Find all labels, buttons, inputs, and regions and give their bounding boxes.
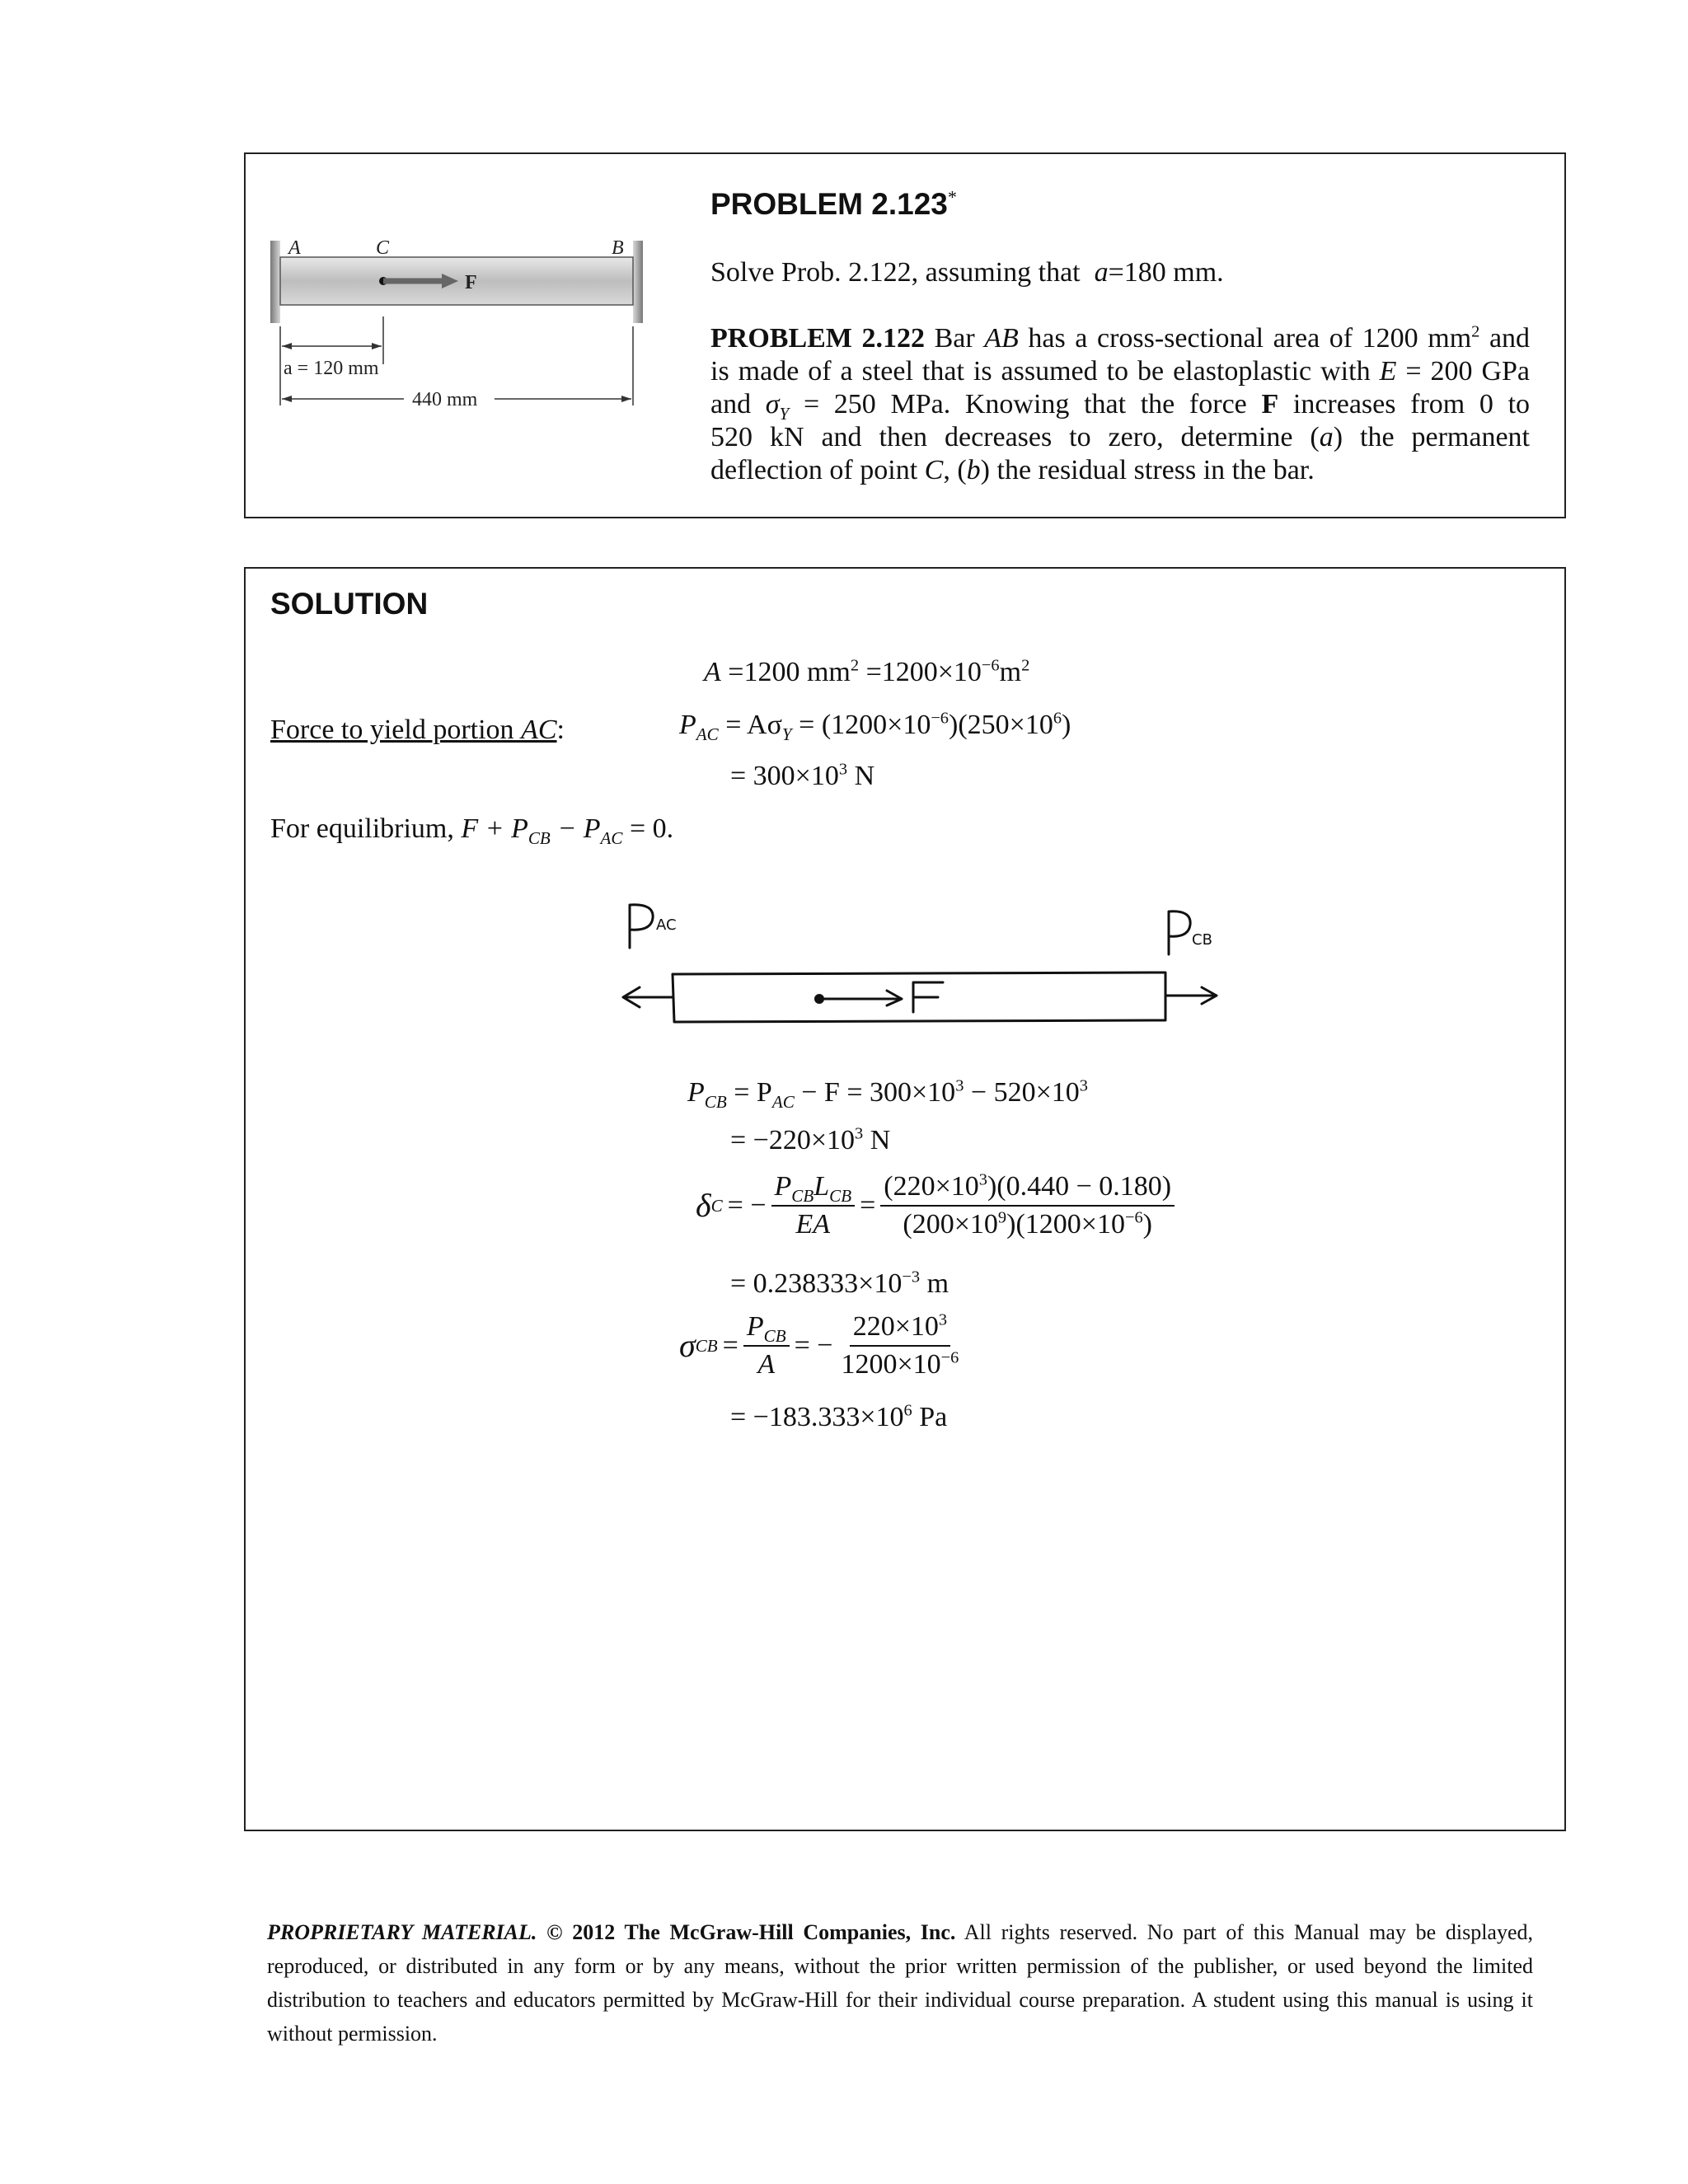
fig-dim-total: 440 mm [412, 389, 478, 410]
ref-line-2: is made of a steel that is assumed to be elastoplastic with E = 200 GPa [710, 356, 1531, 387]
problem-box [244, 152, 1566, 518]
solution-title: SOLUTION [270, 587, 429, 621]
problem-figure [270, 237, 658, 455]
yield-label: Force to yield portion AC: [270, 715, 565, 745]
delta-fraction-2: $\frac{(220\times 10^3)(0.440 - 0.180)}{(200\times 10^9)(1200\times 10^{-6})}$ [880, 1170, 1175, 1241]
ref-line-1: PROBLEM 2.122 Bar AB has a cross-sectional area of 1200 $mm^2$ and [710, 322, 1531, 354]
delta-value: = $0.238333\times 10^{-3}$ m [730, 1268, 950, 1299]
equilibrium-statement: For equilibrium, $F + P_{CB} - P_{AC} = 0$. [270, 813, 674, 848]
pcb-value: = $-220\times 10^3$ N [730, 1124, 891, 1155]
sigma-value: = $-183.333\times 10^6$ Pa [730, 1401, 948, 1432]
area-equation: A =1200 $mm^2 =1200\times 10^{-6}m^2$ [704, 656, 1030, 687]
proprietary-footer: PROPRIETARY MATERIAL. © 2012 The McGraw-Hill Companies, Inc. All rights reserved. No part of this Manual may be displayed, reproduced, or distributed in any form or by any means, without the prior written permission of the publisher, or used beyond the limited distribution to teachers and educators permitted by McGraw-Hill for their individual course preparation. A student using this manual is using it without permission. [267, 1920, 1533, 2046]
fig-label-f: F [465, 272, 477, 293]
sketch-left-arrow [623, 987, 673, 1007]
fig-label-c: C [376, 237, 390, 259]
sigma-equation: σ CB = $\frac{P_{CB}}{A}$ = − $\frac{220\times 10^3}{1200\times 10^{-6}}$ [679, 1310, 967, 1381]
pac-value: = $300\times 10^3$ N [730, 760, 875, 791]
sketch-force-arrow [819, 991, 902, 1005]
problem-statement: Solve Prob. 2.122, assuming that a=180 mm. [710, 257, 1224, 288]
fig-label-a: A [288, 237, 301, 259]
sketch-right-arrow [1165, 987, 1217, 1004]
ref-line-3: and $\sigma_Y = 250$ MPa. Knowing that the force F increases from 0 to [710, 389, 1531, 424]
sketch-label-pcb: CB [1192, 931, 1212, 949]
fig-label-b: B [612, 237, 624, 259]
problem-title: PROBLEM 2.123* [710, 186, 957, 221]
solution-box [244, 567, 1566, 1831]
wall-left [270, 241, 280, 323]
free-body-sketch [615, 897, 1212, 1029]
ref-line-4: 520 kN and then decreases to zero, determine (a) the permanent [710, 422, 1530, 452]
reference-problem [710, 322, 1530, 487]
fig-dim-a: a = 120 mm [284, 358, 379, 379]
pac-equation: $P_{AC} = A\sigma_Y = (1200\times 10^{-6})(250\times 10^6)$ [679, 709, 1071, 744]
pcb-equation: $P_{CB} = P_{AC} - F = 300\times 10^3 - 520\times 10^3$ [687, 1076, 1088, 1112]
delta-fraction-1: $\frac{P_{CB}L_{CB}}{EA}$ [771, 1170, 856, 1241]
sigma-fraction-1: $\frac{P_{CB}}{A}$ [743, 1310, 790, 1381]
ref-line-5: deflection of point C, (b) the residual stress in the bar. [710, 455, 1315, 485]
sketch-label-pac: AC [656, 916, 677, 934]
delta-equation: δ C = − $\frac{P_{CB}L_{CB}}{EA}$ = $\frac{(220\times 10^3)(0.440 - 0.180)}{(200\times 10^9)(1200\times 10^{-6})}$ [696, 1170, 1179, 1241]
wall-right [633, 241, 643, 323]
sigma-fraction-2: $\frac{220\times 10^3}{1200\times 10^{-6}}$ [841, 1310, 959, 1380]
